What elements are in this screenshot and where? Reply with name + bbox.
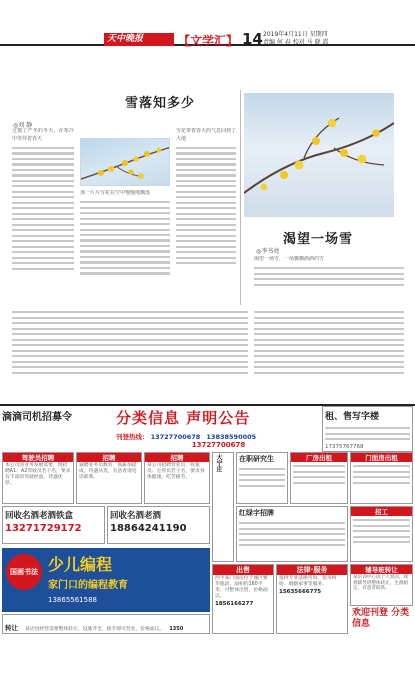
recruit-ad-1-body: 诚聘业务员数名，底薪加提成，待遇从优，有意者请电话联系。 <box>79 463 137 480</box>
recruit-ad-2 <box>144 452 210 504</box>
article-title-snow: 雪落知多少 <box>125 96 196 111</box>
coding-class-ad <box>2 548 210 612</box>
legal-ad-body: 提供专业法律咨询、债务纠纷、婚姻家事等服务。 <box>279 576 337 587</box>
date-editor-line <box>263 31 343 47</box>
recycle-left-title: 回收名酒老酒铁盒 <box>5 511 74 521</box>
column-divider <box>240 90 241 305</box>
classified-banner <box>116 407 321 431</box>
sign-ad-title: 红绿字招牌 <box>239 509 274 517</box>
hotline-phone-2: 13838590005 <box>206 433 257 441</box>
editor-line: 责编 何 春 校对 马 晓 霞 <box>263 39 329 46</box>
winter-branch-photo <box>244 93 394 217</box>
coding-title: 少儿编程 <box>48 555 113 574</box>
office-rent-ad <box>322 406 413 452</box>
tutor-ad-body: 某培训中心因个人原因，现将辅导班整体转让，生源稳定，有意者联系。 <box>353 575 409 592</box>
legal-ad-phone: 15635666775 <box>279 589 322 595</box>
hire-ad-title: 招工 <box>351 507 412 516</box>
coding-phone: 13865561588 <box>48 596 97 604</box>
article1-column-3 <box>176 128 236 304</box>
tutor-ad-title: 辅导班转让 <box>351 565 412 574</box>
article-author-1: ◎刘 静 <box>13 122 33 129</box>
article2-column <box>254 256 404 304</box>
sale-ad-title: 出售 <box>213 565 273 575</box>
hire-ad <box>350 506 413 562</box>
legal-ad-title: 法律·服务 <box>277 565 347 575</box>
factory-rent-ad <box>290 452 348 504</box>
tutor-ad <box>350 564 413 606</box>
article2-col-text: 渴望一场雪，一场飘飘洒洒的雪 <box>254 256 325 262</box>
paper-logo: 天中晚报 <box>104 33 174 46</box>
date-line: 2019年4月11日 星期四 <box>263 31 328 38</box>
hotline-label: 刊登热线： <box>116 433 149 441</box>
classified-title: 分类信息 声明公告 <box>116 409 251 427</box>
recycle-left-phone: 13271729172 <box>5 523 82 534</box>
recruit-ad-2-title: 招聘 <box>145 453 209 462</box>
article1-col2-text: 那一片片雪花在空中慢慢地飘落 <box>80 190 151 196</box>
recycle-right-phone: 18864241190 <box>110 523 187 534</box>
business-transfer-ad <box>2 614 210 634</box>
study-ad <box>212 452 234 562</box>
driver-recruit-banner <box>2 408 114 430</box>
article-title-longing-snow: 渴望一场雪 <box>283 232 354 247</box>
driver-ad-title: 驾驶员招聘 <box>3 453 73 462</box>
section-title: 【文学汇】 <box>178 34 239 48</box>
sign-ad <box>236 506 348 562</box>
grad-ad-title: 在职研究生 <box>239 455 274 463</box>
sale-ad-phone: 1856166277 <box>215 601 254 607</box>
shop-rent-title: 门面房出租 <box>351 453 412 462</box>
sale-ad <box>212 564 274 634</box>
driver-recruit-title: 滴滴司机招募令 <box>2 412 72 423</box>
article1-column-2 <box>80 190 170 304</box>
transfer-ad-body: 某店因经营需要整体转让，设施齐全，接手即可营业，价格面议。 <box>25 627 165 632</box>
article1-column-1 <box>12 128 74 304</box>
recycle-ad-left <box>2 506 105 544</box>
coding-slogan: 家门口的编程教育 <box>48 580 128 591</box>
hotline-phone-3: 13727700678 <box>191 441 246 449</box>
study-ad-title: 大宁庄 <box>215 454 222 472</box>
driver-ad <box>2 452 74 504</box>
article-author-2: ◎李书亮 <box>256 248 280 255</box>
article1-continued <box>12 308 248 404</box>
grad-ad <box>236 452 288 504</box>
article1-col1-text: 过惯了严冬的冬天，在寒冷中等待着春天 <box>12 128 74 142</box>
legal-ad <box>276 564 348 634</box>
recruit-ad-1-title: 招聘 <box>77 453 141 462</box>
transfer-ad-phone: 1350 <box>169 626 184 632</box>
recycle-ad-right <box>107 506 210 544</box>
hotline-phone-1: 13727700678 <box>150 433 201 441</box>
recruit-ad-1 <box>76 452 142 504</box>
recycle-right-title: 回收名酒老酒 <box>110 511 162 521</box>
promo-ad <box>352 608 412 632</box>
article2-column-cont <box>254 308 404 404</box>
driver-ad-body: 本公司因业务发展需要，现招聘A1、A2驾驶员若干名，要求有丰富的驾驶经验，待遇优厚。 <box>5 463 71 486</box>
factory-rent-title: 厂房出租 <box>291 453 347 462</box>
hotline-line-2 <box>116 441 321 451</box>
shop-rent-ad <box>350 452 413 504</box>
coding-badge: 国画书法 <box>6 554 42 590</box>
office-rent-phone: 17375767768 <box>325 443 364 450</box>
masthead <box>0 0 415 46</box>
plum-blossom-image <box>80 138 170 186</box>
page-number: 14 <box>242 30 263 48</box>
office-rent-title: 租、售写字楼 <box>325 412 380 422</box>
promo-ad-text: 欢迎刊登 分类信息 <box>352 608 410 629</box>
recruit-ad-2-body: 某公司招聘营业员、收银员、仓管员若干名，要求身体健康，吃苦耐劳。 <box>147 463 205 480</box>
sale-ad-body: 西平某门面房位于城区繁华地段，面积约160平米，可整体出售，价格面议。 <box>215 576 268 599</box>
article1-col3-text: 雪花带着春天的气息回到了大地 <box>176 128 236 142</box>
transfer-ad-title: 转让 <box>5 624 18 632</box>
